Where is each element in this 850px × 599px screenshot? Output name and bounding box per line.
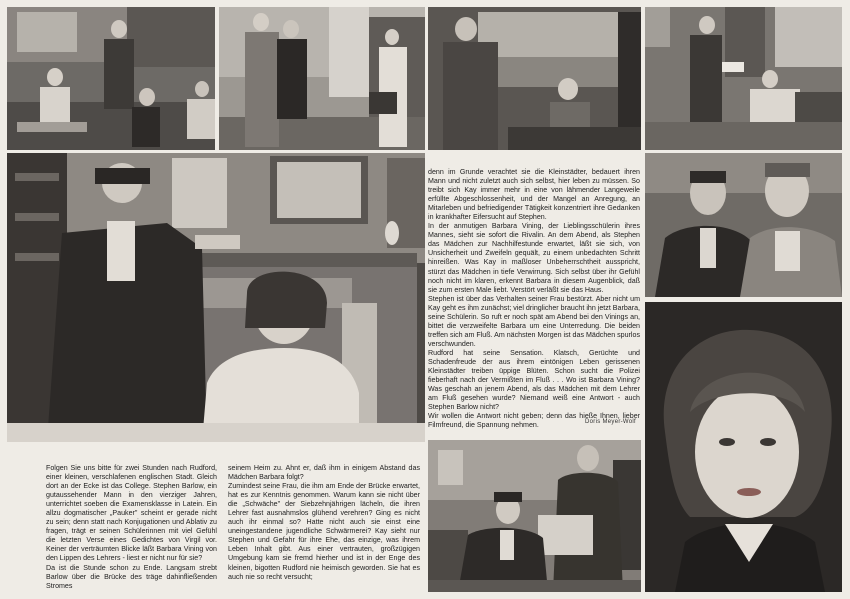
article-text-left-column [46, 464, 217, 591]
paragraph: Rudford hat seine Sensation. Klatsch, Gerüchte und Schadenfreude der aus ihrem eintönigen Leben gerissenen Kleinstädter treiben üppige Blüten. Schon sucht die Polizei fieberhaft nach der Vermißten im Fluß . . . Wo ist Barbara Vining? Was geschah an jenem Abend, als das Mädchen mit dem Lehrer am Fluß gesehen wurde? Niemand weiß eine Antwort - auch Stephen Barlow nicht? [428, 348, 640, 412]
photo-woman-portrait [645, 302, 842, 592]
paragraph: Da ist die Stunde schon zu Ende. Langsam strebt Barlow über die Brücke des träge dahinfließenden Stromes [46, 563, 217, 590]
paragraph: denn im Grunde verachtet sie die Kleinstädter, bedauert ihren Mann und nicht zuletzt auch sich selbst, hier leben zu müssen. So treibt sich Kay immer mehr in eine von lähmender Langeweile erfüllte Abgeschlossenheit, und der Mangel an Anregung, an Mitarleben und befriedigender Tätigkeit konzentriert ihre Gedanken in krankhafter Eifersucht auf Stephen. [428, 168, 640, 222]
paragraph: Stephen ist über das Verhalten seiner Frau bestürzt. Aber nicht um Kay geht es ihm zunächst; viel dringlicher braucht ihn jetzt Barbara, seine Schülerin. So ruft er noch spät am Abend bei den Vinings an, bittet die verzweifelte Barbara um eine Unterredung. Die beiden treffen sich am Fluß. Am nächsten Morgen ist das Mädchen spurlos verschwunden. [428, 294, 640, 348]
paragraph: Wir wollen die Antwort nicht geben; denn das hieße Ihnen, lieber Filmfreund, die Spannung nehmen. [428, 412, 640, 430]
photo-man-at-fireplace [7, 153, 425, 442]
photo-living-room-group [219, 7, 425, 150]
photo-man-handing-paper [645, 7, 842, 150]
article-text-right-column [428, 168, 640, 430]
paragraph: Folgen Sie uns bitte für zwei Stunden nach Rudford, einer kleinen, verschlafenen englischen Stadt. Gleich dort an der Ecke ist das College. Stephen Barlow, ein gutaussehender Mann in den vierziger Jahren, unterrichtet soeben die Examensklasse in Latein. Ein allzu dogmatischer „Pauker" scheint er gerade nicht zu sein; denn statt nach Konjugationen und Ablativ zu fragen, trägt er seinen Schülerinnen mit viel Gefühl die letzten Verse eines Gedichtes von Virgil vor. Keiner der verträumten Blicke läßt Barbara Vining von den Lippen des Lehrers - liest er nicht nur für sie? [46, 464, 217, 563]
author-signature: Doris Meyer-Wolf [585, 419, 637, 425]
paragraph: seinem Heim zu. Ahnt er, daß ihm in einigem Abstand das Mädchen Barbara folgt? [228, 464, 420, 482]
paragraph: In der anmutigen Barbara Vining, der Lieblingsschülerin ihres Mannes, sieht sie sofort die Rivalin. An dem Abend, als Stephen das Mädchen zur Nachhilfestunde erwartet, läßt sie sich, von Unsicherheit und Zweifeln gequält, zu einem unbedachten Schritt hinreißen. Was Kay in maßloser Unbeherrschtheit ausspricht, stürzt das Mädchen in tiefe Verwirrung. Sich selbst über ihr Gefühl noch nicht im klaren, erkennt Barbara in diesem Augenblick, daß sie zum ersten Male liebt. Verstört verläßt sie das Haus. [428, 222, 640, 294]
photo-classroom [7, 7, 215, 150]
photo-office-two-men [428, 440, 641, 592]
paragraph: Zumindest seine Frau, die ihm am Ende der Brücke erwartet, hat es zur Kenntnis genommen. Warum kann sie nicht über die „Schwäche" der Siebzehnjährigen lächeln, die ihren Lehrer fast ausnahmslos glühend verehren? Ging es nicht auch ihr einmal so? Hatte nicht auch sie einst eine uneingestandene jugendliche Schwärmerei? Kay sieht nur Stephen und Gefahr für ihre Ehe, das einzige, was ihrem Leben Inhalt gibt. Aus einer vertrauten, großzügigen Umgebung kam sie fremd hierher und ist in der Enge des kleinen, bigotten Rudford nie heimisch geworden. Sie hat es auch nie so recht versucht; [228, 482, 420, 581]
photo-man-and-woman-window [428, 7, 641, 150]
photo-two-men-portrait [645, 153, 842, 297]
article-text-middle-column [228, 464, 420, 582]
